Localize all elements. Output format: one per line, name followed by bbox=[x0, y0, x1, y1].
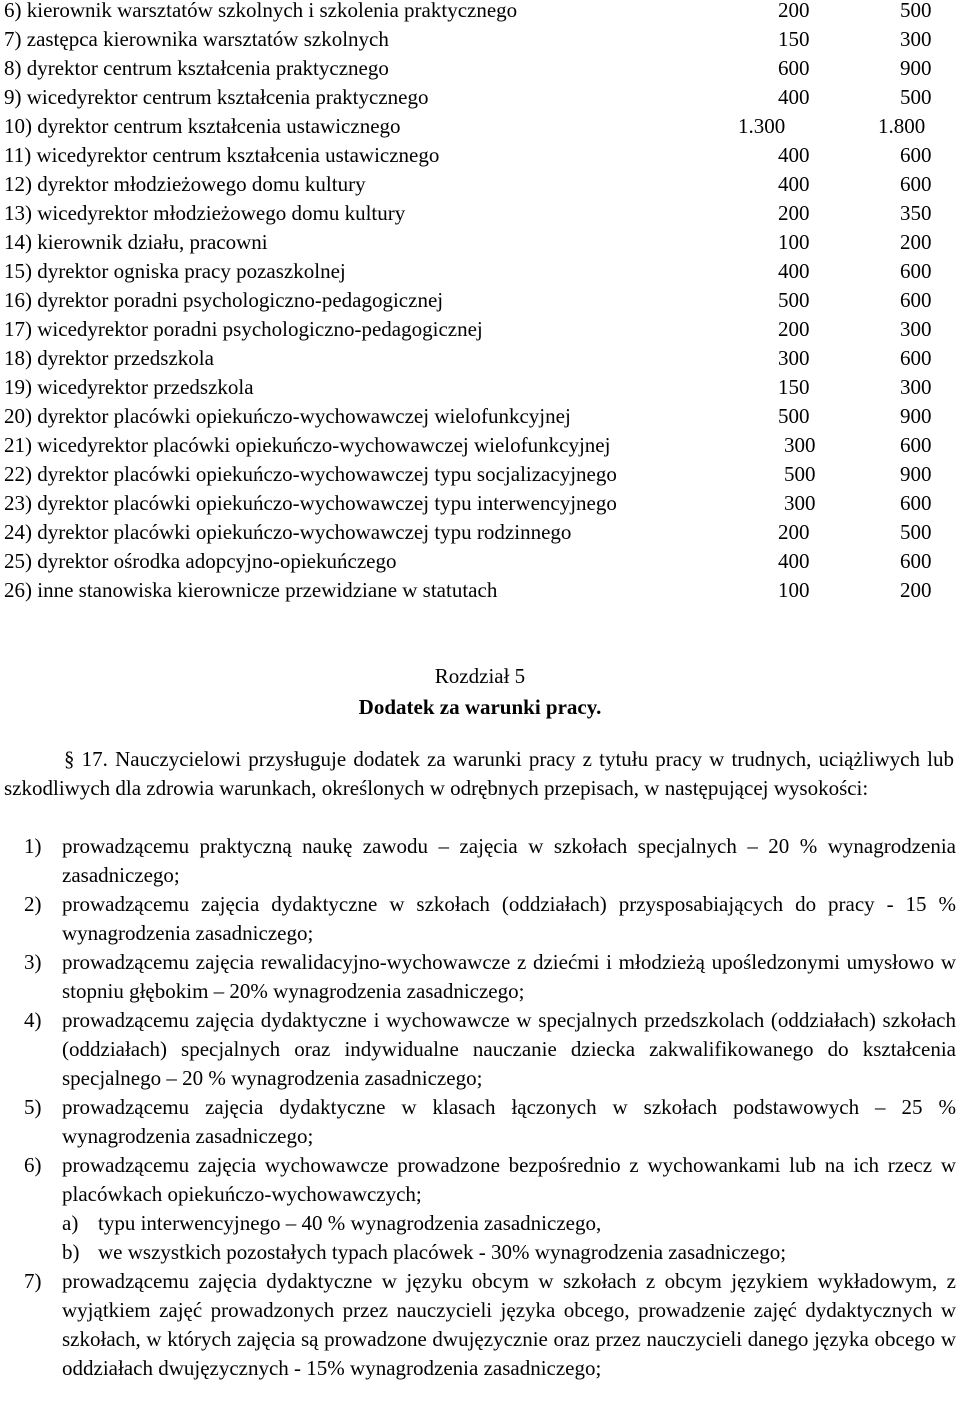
row-min: 400 bbox=[778, 172, 810, 196]
item-text: prowadzącemu zajęcia wychowawcze prowadzone bezpośrednio z wychowankami lub na ich rzecz w placówkach opiekuńczo-wychowawczych; bbox=[62, 1153, 956, 1206]
row-max: 200 bbox=[900, 230, 932, 254]
row-min: 400 bbox=[778, 549, 810, 573]
row-label: 14) kierownik działu, pracowni bbox=[4, 230, 268, 254]
list-item bbox=[24, 1006, 956, 1093]
row-max: 600 bbox=[900, 549, 932, 573]
row-label: 20) dyrektor placówki opiekuńczo-wychowawczej wielofunkcyjnej bbox=[4, 404, 571, 428]
row-label: 16) dyrektor poradni psychologiczno-pedagogicznej bbox=[4, 288, 444, 312]
row-max: 350 bbox=[900, 201, 932, 225]
table-row bbox=[4, 25, 944, 54]
row-label: 17) wicedyrektor poradni psychologiczno-pedagogicznej bbox=[4, 317, 483, 341]
table-row bbox=[4, 112, 944, 141]
row-max: 300 bbox=[900, 375, 932, 399]
table-row bbox=[4, 344, 944, 373]
row-min: 300 bbox=[784, 433, 816, 457]
row-max: 600 bbox=[900, 259, 932, 283]
row-label: 13) wicedyrektor młodzieżowego domu kultury bbox=[4, 201, 406, 225]
row-label: 18) dyrektor przedszkola bbox=[4, 346, 214, 370]
sub-item-text: typu interwencyjnego – 40 % wynagrodzenia zasadniczego, bbox=[98, 1211, 602, 1235]
row-label: 10) dyrektor centrum kształcenia ustawicznego bbox=[4, 114, 401, 138]
item-text: prowadzącemu zajęcia dydaktyczne i wychowawcze w specjalnych przedszkolach (oddziałach) szkołach (oddziałach) specjalnych oraz indywidualne nauczanie dziecka zakwalifikowanego do kształcenia specjalnego – 20 % wynagrodzenia zasadniczego; bbox=[62, 1008, 956, 1090]
row-label: 11) wicedyrektor centrum kształcenia ustawicznego bbox=[4, 143, 440, 167]
sub-item-letter: a) bbox=[62, 1211, 79, 1235]
row-min: 100 bbox=[778, 578, 810, 602]
row-label: 7) zastępca kierownika warsztatów szkolnych bbox=[4, 27, 389, 51]
row-max: 900 bbox=[900, 404, 932, 428]
table-row bbox=[4, 460, 944, 489]
section-intro bbox=[4, 745, 954, 803]
row-max: 900 bbox=[900, 462, 932, 486]
table-row bbox=[4, 489, 944, 518]
list-item bbox=[24, 1267, 956, 1383]
table-row bbox=[4, 547, 944, 576]
table-row bbox=[4, 373, 944, 402]
row-label: 19) wicedyrektor przedszkola bbox=[4, 375, 254, 399]
row-max: 300 bbox=[900, 27, 932, 51]
table-row bbox=[4, 141, 944, 170]
row-min: 100 bbox=[778, 230, 810, 254]
section-intro-text: § 17. Nauczycielowi przysługuje dodatek za warunki pracy z tytułu pracy w trudnych, uciążliwych lub szkodliwych dla zdrowia warunkach, określonych w odrębnych przepisach, w następującej wysokości: bbox=[4, 747, 954, 800]
table-row bbox=[4, 518, 944, 547]
row-min: 500 bbox=[778, 404, 810, 428]
item-text: prowadzącemu zajęcia dydaktyczne w klasach łączonych w szkołach podstawowych – 25 % wynagrodzenia zasadniczego; bbox=[62, 1095, 956, 1148]
table-row bbox=[4, 576, 944, 605]
row-label: 25) dyrektor ośrodka adopcyjno-opiekuńczego bbox=[4, 549, 397, 573]
row-max: 500 bbox=[900, 0, 932, 22]
chapter-title: Dodatek za warunki pracy. bbox=[358, 695, 602, 719]
table-row bbox=[4, 83, 944, 112]
item-number: 3) bbox=[24, 950, 42, 974]
item-text: prowadzącemu zajęcia rewalidacyjno-wychowawcze z dziećmi i młodzieżą upośledzonymi umysłowo w stopniu głębokim – 20% wynagrodzenia zasadniczego; bbox=[62, 950, 956, 1003]
sub-item-text: we wszystkich pozostałych typach placówek - 30% wynagrodzenia zasadniczego; bbox=[98, 1240, 787, 1264]
row-max: 600 bbox=[900, 172, 932, 196]
item-number: 1) bbox=[24, 834, 42, 858]
list-item bbox=[24, 948, 956, 1006]
table-row bbox=[4, 0, 944, 25]
row-min: 150 bbox=[778, 375, 810, 399]
row-min: 400 bbox=[778, 85, 810, 109]
item-text: prowadzącemu zajęcia dydaktyczne w języku obcym w szkołach z obcym językiem wykładowym, z wyjątkiem zajęć prowadzonych przez nauczycieli języka obcego, prowadzenie zajęć dydaktycznych w szkołach, w których zajęcia są prowadzone dwujęzycznie oraz przez nauczycieli danego języka obcego w oddziałach dwujęzycznych - 15% wynagrodzenia zasadniczego; bbox=[62, 1269, 956, 1380]
table-row bbox=[4, 170, 944, 199]
table-row bbox=[4, 315, 944, 344]
row-min: 200 bbox=[778, 317, 810, 341]
item-text: prowadzącemu praktyczną naukę zawodu – zajęcia w szkołach specjalnych – 20 % wynagrodzenia zasadniczego; bbox=[62, 834, 956, 887]
row-label: 6) kierownik warsztatów szkolnych i szkolenia praktycznego bbox=[4, 0, 518, 22]
row-label: 22) dyrektor placówki opiekuńczo-wychowawczej typu socjalizacyjnego bbox=[4, 462, 617, 486]
row-min: 300 bbox=[784, 491, 816, 515]
row-min: 150 bbox=[778, 27, 810, 51]
table-row bbox=[4, 228, 944, 257]
row-max: 600 bbox=[900, 433, 932, 457]
list-item bbox=[24, 1151, 956, 1209]
item-number: 2) bbox=[24, 892, 42, 916]
row-max: 600 bbox=[900, 288, 932, 312]
row-label: 24) dyrektor placówki opiekuńczo-wychowawczej typu rodzinnego bbox=[4, 520, 572, 544]
chapter-number: Rozdział 5 bbox=[434, 664, 526, 688]
row-min: 500 bbox=[778, 288, 810, 312]
row-label: 23) dyrektor placówki opiekuńczo-wychowawczej typu interwencyjnego bbox=[4, 491, 617, 515]
sub-list-item bbox=[62, 1209, 942, 1238]
sub-item-letter: b) bbox=[62, 1240, 80, 1264]
list-item bbox=[24, 1093, 956, 1151]
item-number: 4) bbox=[24, 1008, 42, 1032]
row-label: 15) dyrektor ogniska pracy pozaszkolnej bbox=[4, 259, 346, 283]
item-number: 5) bbox=[24, 1095, 42, 1119]
item-text: prowadzącemu zajęcia dydaktyczne w szkołach (oddziałach) przysposabiających do pracy - 15 % wynagrodzenia zasadniczego; bbox=[62, 892, 956, 945]
row-label: 12) dyrektor młodzieżowego domu kultury bbox=[4, 172, 366, 196]
row-label: 21) wicedyrektor placówki opiekuńczo-wychowawczej wielofunkcyjnej bbox=[4, 433, 611, 457]
row-max: 300 bbox=[900, 317, 932, 341]
sub-list-item bbox=[62, 1238, 942, 1267]
table-row bbox=[4, 286, 944, 315]
row-min: 200 bbox=[778, 520, 810, 544]
table-row bbox=[4, 54, 944, 83]
row-min: 400 bbox=[778, 259, 810, 283]
row-min: 200 bbox=[778, 201, 810, 225]
table-row bbox=[4, 402, 944, 431]
row-max: 900 bbox=[900, 56, 932, 80]
row-label: 8) dyrektor centrum kształcenia praktycznego bbox=[4, 56, 389, 80]
row-min: 300 bbox=[778, 346, 810, 370]
list-item bbox=[24, 832, 956, 890]
row-max: 1.800 bbox=[878, 114, 926, 138]
list-item bbox=[24, 890, 956, 948]
row-min: 600 bbox=[778, 56, 810, 80]
row-label: 26) inne stanowiska kierownicze przewidziane w statutach bbox=[4, 578, 498, 602]
row-max: 600 bbox=[900, 346, 932, 370]
item-number: 6) bbox=[24, 1153, 42, 1177]
row-max: 600 bbox=[900, 143, 932, 167]
row-max: 600 bbox=[900, 491, 932, 515]
table-row bbox=[4, 257, 944, 286]
row-label: 9) wicedyrektor centrum kształcenia praktycznego bbox=[4, 85, 429, 109]
row-min: 1.300 bbox=[738, 114, 786, 138]
row-max: 500 bbox=[900, 520, 932, 544]
row-min: 500 bbox=[784, 462, 816, 486]
row-min: 400 bbox=[778, 143, 810, 167]
row-max: 500 bbox=[900, 85, 932, 109]
table-row bbox=[4, 199, 944, 228]
row-max: 200 bbox=[900, 578, 932, 602]
row-min: 200 bbox=[778, 0, 810, 22]
item-number: 7) bbox=[24, 1269, 42, 1293]
table-row bbox=[4, 431, 944, 460]
